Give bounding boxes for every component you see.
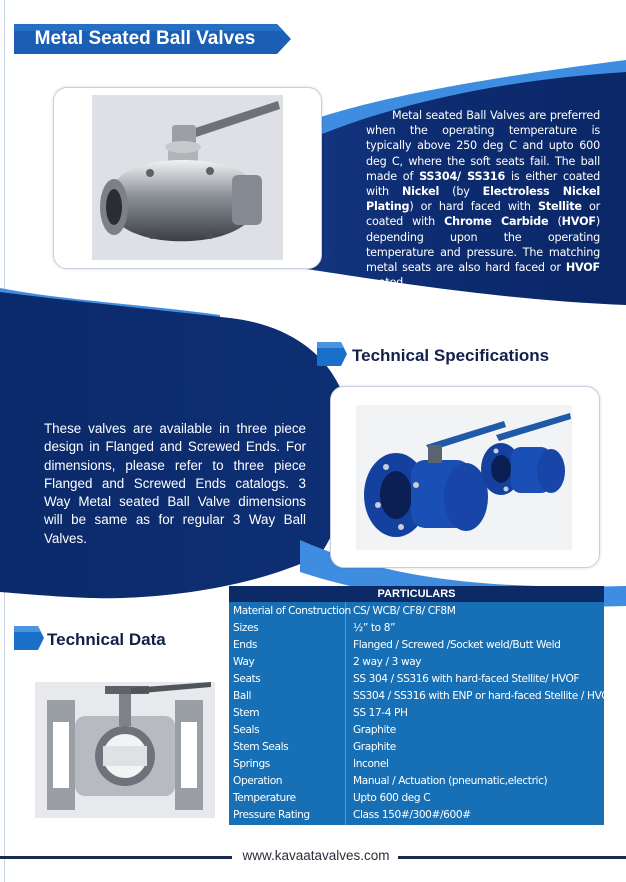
row-value: CS/ WCB/ CF8/ CF8M: [353, 605, 456, 617]
row-label: Stem Seals: [233, 741, 289, 753]
row-label: Material of Construction: [233, 605, 351, 617]
row-value: Inconel: [353, 758, 389, 770]
footer-rule-right: [398, 856, 626, 859]
row-label: Operation: [233, 775, 283, 787]
row-value: Class 150#/300#/600#: [353, 809, 471, 821]
tech-data-heading: Technical Data: [47, 630, 166, 649]
table-row: [229, 756, 604, 773]
valve-photo-card-2: [330, 386, 600, 568]
particulars-table: [229, 586, 615, 825]
chevron-marker-icon: [317, 342, 347, 366]
table-row: [229, 620, 604, 637]
page-title: Metal Seated Ball Valves: [34, 28, 256, 49]
footer: [0, 846, 626, 868]
row-value: Upto 600 deg C: [353, 792, 431, 804]
valve-illustration-1: [92, 95, 283, 260]
table-row: [229, 773, 604, 790]
row-label: Way: [233, 656, 255, 668]
table-row: [229, 654, 604, 671]
valve-illustration-2: [356, 405, 572, 550]
row-label: Pressure Rating: [233, 809, 310, 821]
ball-valve-cutaway-photo: [35, 682, 215, 818]
row-label: Sizes: [233, 622, 259, 634]
table-row: [229, 688, 615, 705]
row-value: Graphite: [353, 741, 396, 753]
tech-specs-heading: Technical Specifications: [352, 346, 550, 365]
table-row: [229, 807, 604, 824]
table-row: [229, 671, 604, 688]
table-row: [229, 722, 604, 739]
row-label: Temperature: [233, 792, 296, 804]
row-label: Seals: [233, 724, 260, 736]
footer-url[interactable]: www.kavaatavalves.com: [242, 848, 390, 863]
table-row: [229, 790, 604, 807]
row-label: Ends: [233, 639, 258, 651]
table-row: [229, 739, 604, 756]
title-banner: [14, 24, 291, 54]
metal-seated-ball-valve-photo: [92, 95, 283, 260]
availability-paragraph: These valves are available in three piece design in Flanged and Screwed Ends. For dimensions, please refer to three piece Flanged and Screwed Ends catalogs. 3 Way Metal seated Ball Valve dimensions will be same as for regular 3 Way Ball Valves.: [44, 421, 306, 546]
row-label: Stem: [233, 707, 260, 719]
blue-flanged-ball-valves-photo: [356, 405, 572, 550]
row-value: SS 304 / SS316 with hard-faced Stellite/ HVOF: [353, 673, 580, 685]
row-label: Springs: [233, 758, 270, 770]
footer-rule-left: [0, 856, 232, 859]
row-label: Ball: [233, 690, 252, 702]
row-value: Graphite: [353, 724, 396, 736]
row-value: ½” to 8”: [353, 622, 396, 634]
row-value: Manual / Actuation (pneumatic,electric): [353, 775, 548, 787]
valve-illustration-3: [35, 682, 215, 818]
table-row: [229, 705, 604, 722]
table-row: [229, 603, 604, 620]
valve-photo-card-1: [53, 87, 322, 269]
intro-paragraph: Metal seated Ball Valves are preferred when the operating temperature is typically above 250 deg C and upto 600 deg C, where the soft seats fail. The ball made of SS304/ SS316 is either coated with Nickel (by Electroless Nickel Plating) or hard faced with Stellite or coated with Chrome Carbide (HVOF) depending upon the operating temperature and pressure. The matching metal seats are also hard faced or HVOF coated.: [366, 109, 600, 290]
row-value: SS 17-4 PH: [353, 707, 408, 719]
row-value: 2 way / 3 way: [353, 656, 422, 668]
row-label: Seats: [233, 673, 261, 685]
row-value: Flanged / Screwed /Socket weld/Butt Weld: [353, 639, 561, 651]
chevron-marker-icon: [14, 626, 44, 650]
table-row: [229, 637, 604, 654]
particulars-header: PARTICULARS: [229, 586, 604, 602]
row-value: SS304 / SS316 with ENP or hard-faced Stellite / HVOF: [353, 690, 615, 702]
